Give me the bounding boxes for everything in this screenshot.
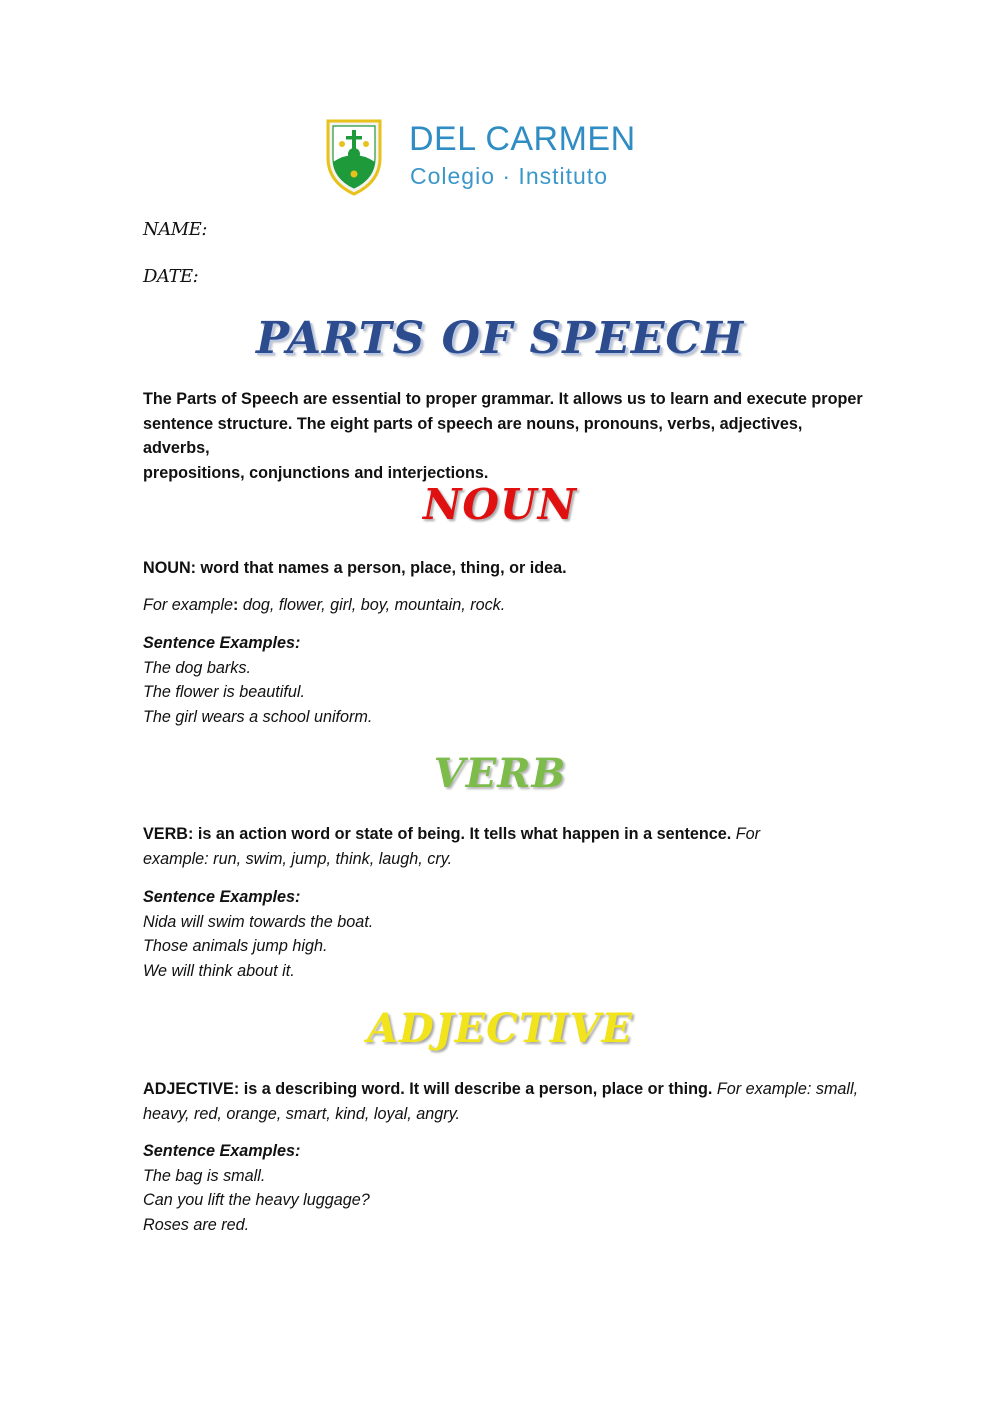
adjective-heading: ADJECTIVE <box>367 1005 633 1052</box>
sentence-example: The girl wears a school uniform. <box>143 707 373 726</box>
noun-example-list: dog, flower, girl, boy, mountain, rock. <box>238 596 506 614</box>
verb-example-b: example: run, swim, jump, think, laugh, cry. <box>143 849 453 868</box>
verb-sentences <box>143 885 863 983</box>
adjective-definition <box>143 1077 863 1126</box>
sentence-example: The bag is small. <box>143 1166 266 1185</box>
intro-paragraph <box>143 387 863 485</box>
noun-sentences <box>143 631 863 729</box>
date-label: DATE: <box>143 266 199 287</box>
intro-line: The Parts of Speech are essential to proper grammar. It allows us to learn and execute proper <box>143 390 863 408</box>
verb-definition-text: VERB: is an action word or state of being. It tells what happen in a sentence. <box>143 825 732 843</box>
school-crest-icon <box>325 118 383 196</box>
verb-heading: VERB <box>433 750 567 797</box>
noun-example <box>143 593 863 618</box>
school-name: DEL CARMEN <box>409 120 636 158</box>
sentence-example: The flower is beautiful. <box>143 683 305 701</box>
sentence-example: Roses are red. <box>143 1215 250 1234</box>
sentence-label: Sentence Examples: <box>143 888 301 906</box>
school-subtitle: Colegio · Instituto <box>410 163 608 189</box>
sentence-example: We will think about it. <box>143 961 295 980</box>
noun-heading: NOUN <box>423 480 577 529</box>
adjective-example-b: heavy, red, orange, smart, kind, loyal, angry. <box>143 1104 461 1123</box>
sentence-example: The dog barks. <box>143 658 251 677</box>
noun-definition: NOUN: word that names a person, place, thing, or idea. <box>143 559 567 577</box>
noun-example-colon: : <box>232 596 239 614</box>
sentence-label: Sentence Examples: <box>143 1142 301 1160</box>
sentence-example: Can you lift the heavy luggage? <box>143 1191 370 1209</box>
adjective-sentences <box>143 1139 863 1237</box>
verb-definition <box>143 822 863 871</box>
verb-example-a: For <box>731 825 761 843</box>
page-title: PARTS OF SPEECH <box>255 313 745 364</box>
sentence-example: Nida will swim towards the boat. <box>143 912 374 931</box>
adjective-definition-text: ADJECTIVE: is a describing word. It will describe a person, place or thing. <box>143 1080 713 1098</box>
noun-example-prefix: For example <box>143 596 233 614</box>
sentence-label: Sentence Examples: <box>143 634 301 652</box>
intro-line: sentence structure. The eight parts of speech are nouns, pronouns, verbs, adjectives, adverbs, <box>143 414 803 457</box>
name-label: NAME: <box>143 219 207 240</box>
adjective-example-a: For example: small, <box>712 1080 859 1098</box>
school-logo <box>325 118 635 198</box>
sentence-example: Those animals jump high. <box>143 937 328 955</box>
intro-line: prepositions, conjunctions and interjections. <box>143 463 489 482</box>
